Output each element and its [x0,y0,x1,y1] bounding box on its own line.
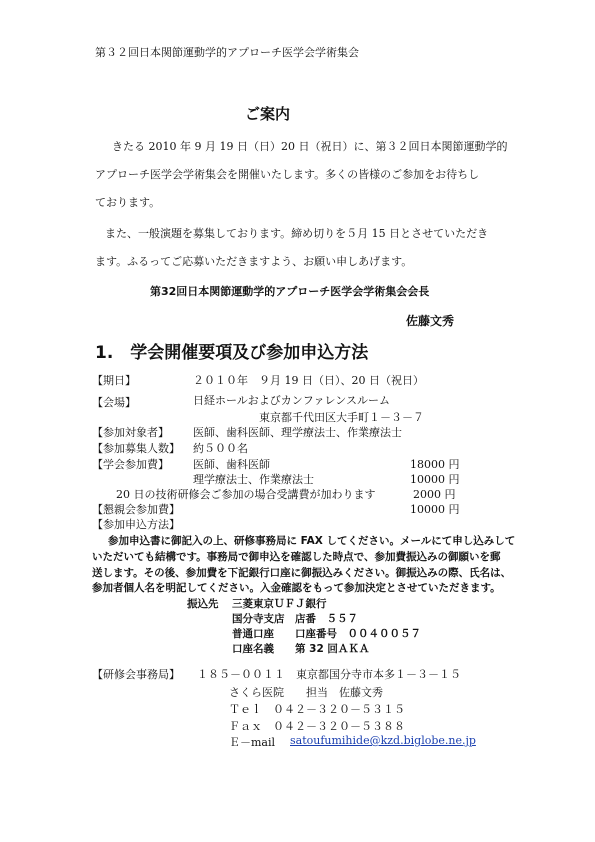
fee-item-therapist: 理学療法士、作業療法士 [193,473,314,486]
fee-item-doctor: 医師、歯科医師 [193,458,270,471]
date-value: ２０１０年 ９月 19 日（日）、20 日（祝日） [193,374,424,387]
bank-label: 振込先 [187,598,219,610]
target-label: 【参加対象者】 [92,426,169,439]
bank-account: 普通口座 口座番号 ００４００５７ [232,628,421,640]
office-address: １８５－００１１ 東京都国分寺市本多１－３－１５ [197,668,461,681]
venue-label: 【会場】 [92,396,136,409]
bank-name: 三菱東京ＵＦＪ銀行 [232,598,327,610]
target-value: 医師、歯科医師、理学療法士、作業療法士 [193,426,402,439]
office-email-link[interactable]: satoufumihide@kzd.biglobe.ne.jp [290,734,476,747]
intro-line-5: ます。ふるってご応募いただきますよう、お願い申しあげます。 [95,255,413,268]
method-line-3: 送します。その後、参加費を下記銀行口座に御振込みください。御振込みの際、氏名は、 [92,567,512,579]
page-title: ご案内 [245,105,291,123]
office-contact: さくら医院 担当 佐藤文秀 [229,686,383,699]
date-label: 【期日】 [92,374,136,387]
office-fax: Ｆａｘ ０４２－３２０－５３８８ [229,720,405,733]
venue-address: 東京都千代田区大手町１－３－７ [259,411,424,424]
intro-line-1: きたる 2010 年 9 月 19 日（日）20 日（祝日）に、第３２回日本関節運動学的 [112,140,508,153]
section-heading: 1. 学会開催要項及び参加申込方法 [95,343,369,363]
bank-account-name: 口座名義 第 32 回ＡＫＡ [232,643,370,655]
bank-branch: 国分寺支店 店番 ５５７ [232,613,358,625]
capacity-label: 【参加募集人数】 [92,442,180,455]
method-label: 【参加申込方法】 [92,518,180,531]
fee-item-workshop: 20 日の技術研修会ご参加の場合受講費が加わります [116,488,376,501]
method-line-4: 参加者個人名を明記してください。入金確認をもって参加決定とさせていただきます。 [92,582,501,594]
party-amount: 10000 円 [410,503,460,516]
president-name: 佐藤文秀 [406,314,455,328]
method-line-1: 参加申込書に御記入の上、研修事務局に FAX してください。メールにて申し込みして [108,535,516,547]
fee-label: 【学会参加費】 [92,458,169,471]
party-label: 【懇親会参加費】 [92,503,180,516]
fee-amount-workshop: 2000 円 [413,488,456,501]
method-line-2: いただいても結構です。事務局で御申込を確認した時点で、参加費振込みの御願いを郵 [92,551,501,563]
capacity-value: 約５００名 [193,442,248,455]
office-email-label: Ｅ－mail [229,736,276,749]
document-header: 第３２回日本関節運動学的アプローチ医学会学術集会 [95,46,359,59]
venue-value: 日経ホールおよびカンファレンスルーム [193,394,390,407]
office-label: 【研修会事務局】 [92,668,180,681]
intro-line-3: ております。 [95,196,161,209]
office-tel: Ｔｅｌ ０４２－３２０－５３１５ [229,703,405,716]
president-title: 第32回日本関節運動学的アプローチ医学会学術集会会長 [150,285,430,298]
fee-amount-doctor: 18000 円 [410,458,460,471]
fee-amount-therapist: 10000 円 [410,473,460,486]
intro-line-4: また、一般演題を募集しております。締め切りを５月 15 日とさせていただき [105,227,489,240]
intro-line-2: アプローチ医学会学術集会を開催いたします。多くの皆様のご参加をお待ちし [95,168,480,181]
